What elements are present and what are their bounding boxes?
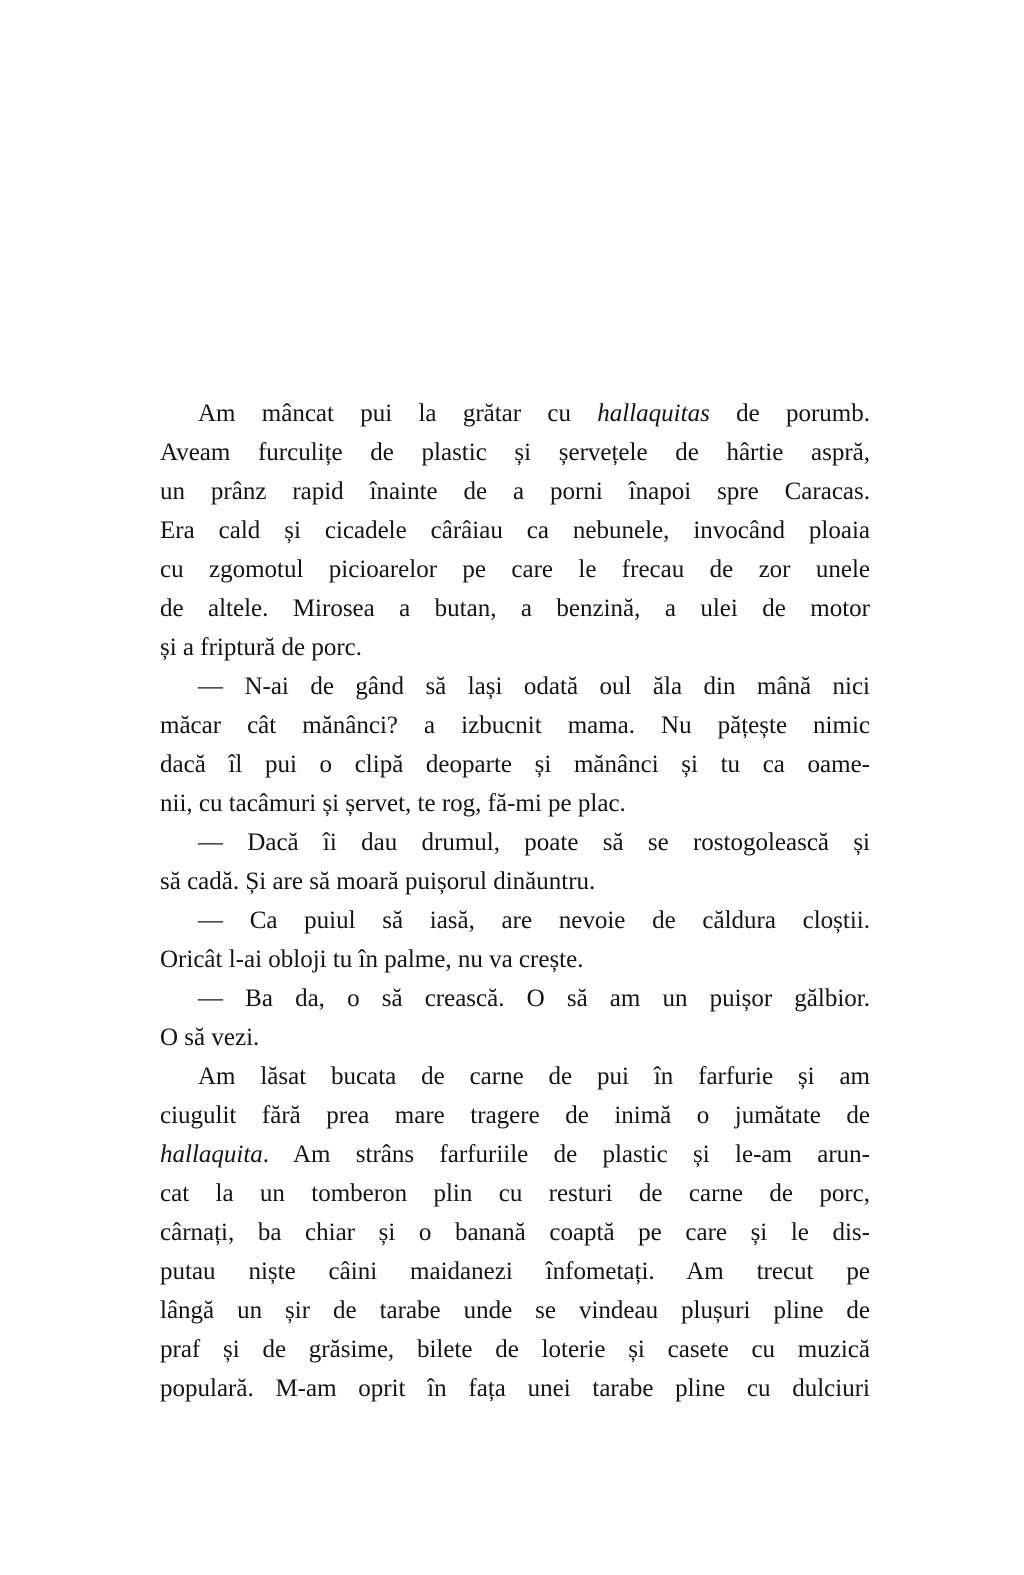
text-segment: cu zgomotul picioarelor pe care le frecau de zor unele	[160, 556, 870, 583]
paragraph	[160, 667, 870, 823]
paragraph	[160, 1057, 870, 1408]
text-line	[160, 784, 870, 823]
text-line	[160, 511, 870, 550]
text-segment: praf și de grăsime, bilete de loterie și casete cu muzică	[160, 1336, 870, 1363]
text-line	[160, 979, 870, 1018]
text-line	[160, 940, 870, 979]
text-segment: lângă un șir de tarabe unde se vindeau plușuri pline de	[160, 1297, 870, 1324]
text-line	[160, 1213, 870, 1252]
text-line	[160, 1096, 870, 1135]
text-line	[160, 1018, 870, 1057]
text-line	[160, 1057, 870, 1096]
text-segment: — Dacă îi dau drumul, poate să se rostogolească și	[198, 829, 870, 856]
text-line	[160, 823, 870, 862]
text-line	[160, 433, 870, 472]
text-segment: — Ba da, o să crească. O să am un puișor gălbior.	[198, 985, 870, 1012]
paragraph	[160, 979, 870, 1057]
text-segment: măcar cât mănânci? a izbucnit mama. Nu pățește nimic	[160, 712, 870, 739]
text-line	[160, 1135, 870, 1174]
text-line	[160, 667, 870, 706]
text-line	[160, 1291, 870, 1330]
text-segment: nii, cu tacâmuri și șervet, te rog, fă-mi pe plac.	[160, 790, 626, 817]
text-segment: O să vezi.	[160, 1024, 260, 1051]
text-line	[160, 394, 870, 433]
text-line	[160, 901, 870, 940]
text-segment: Aveam furculițe de plastic și șervețele de hârtie aspră,	[160, 439, 870, 466]
text-segment: Oricât l-ai obloji tu în palme, nu va crește.	[160, 946, 584, 973]
text-line	[160, 550, 870, 589]
text-segment: . Am strâns farfuriile de plastic și le-am arun-	[262, 1141, 870, 1168]
italic-text: hallaquitas	[597, 400, 710, 427]
text-segment: putau niște câini maidanezi înfometați. Am trecut pe	[160, 1258, 870, 1285]
text-line	[160, 628, 870, 667]
text-line	[160, 1252, 870, 1291]
text-segment: — Ca puiul să iasă, are nevoie de căldura cloștii.	[198, 907, 870, 934]
paragraph	[160, 394, 870, 667]
text-segment: cârnați, ba chiar și o banană coaptă pe care și le dis-	[160, 1219, 870, 1246]
text-line	[160, 1174, 870, 1213]
text-segment: ciugulit fără prea mare tragere de inimă o jumătate de	[160, 1102, 870, 1129]
text-line	[160, 589, 870, 628]
text-segment: de porumb.	[709, 400, 870, 427]
text-segment: un prânz rapid înainte de a porni înapoi spre Caracas.	[160, 478, 870, 505]
text-line	[160, 472, 870, 511]
italic-text: hallaquita	[160, 1141, 263, 1168]
paragraph	[160, 823, 870, 901]
text-line	[160, 1369, 870, 1408]
text-segment: — N-ai de gând să lași odată oul ăla din mână nici	[198, 673, 870, 700]
text-segment: de altele. Mirosea a butan, a benzină, a ulei de motor	[160, 595, 870, 622]
paragraph	[160, 901, 870, 979]
text-line	[160, 745, 870, 784]
text-segment: Am lăsat bucata de carne de pui în farfurie și am	[198, 1063, 870, 1090]
page-text	[160, 394, 870, 1408]
text-line	[160, 706, 870, 745]
text-segment: dacă îl pui o clipă deoparte și mănânci și tu ca oame-	[160, 751, 870, 778]
text-segment: populară. M-am oprit în fața unei tarabe pline cu dulciuri	[160, 1375, 870, 1402]
text-line	[160, 1330, 870, 1369]
text-segment: și a friptură de porc.	[160, 634, 363, 661]
text-segment: să cadă. Și are să moară puișorul dinăuntru.	[160, 868, 596, 895]
text-segment: Era cald și cicadele cârâiau ca nebunele, invocând ploaia	[160, 517, 870, 544]
text-segment: Am mâncat pui la grătar cu	[198, 400, 598, 427]
text-line	[160, 862, 870, 901]
text-segment: cat la un tomberon plin cu resturi de carne de porc,	[160, 1180, 870, 1207]
